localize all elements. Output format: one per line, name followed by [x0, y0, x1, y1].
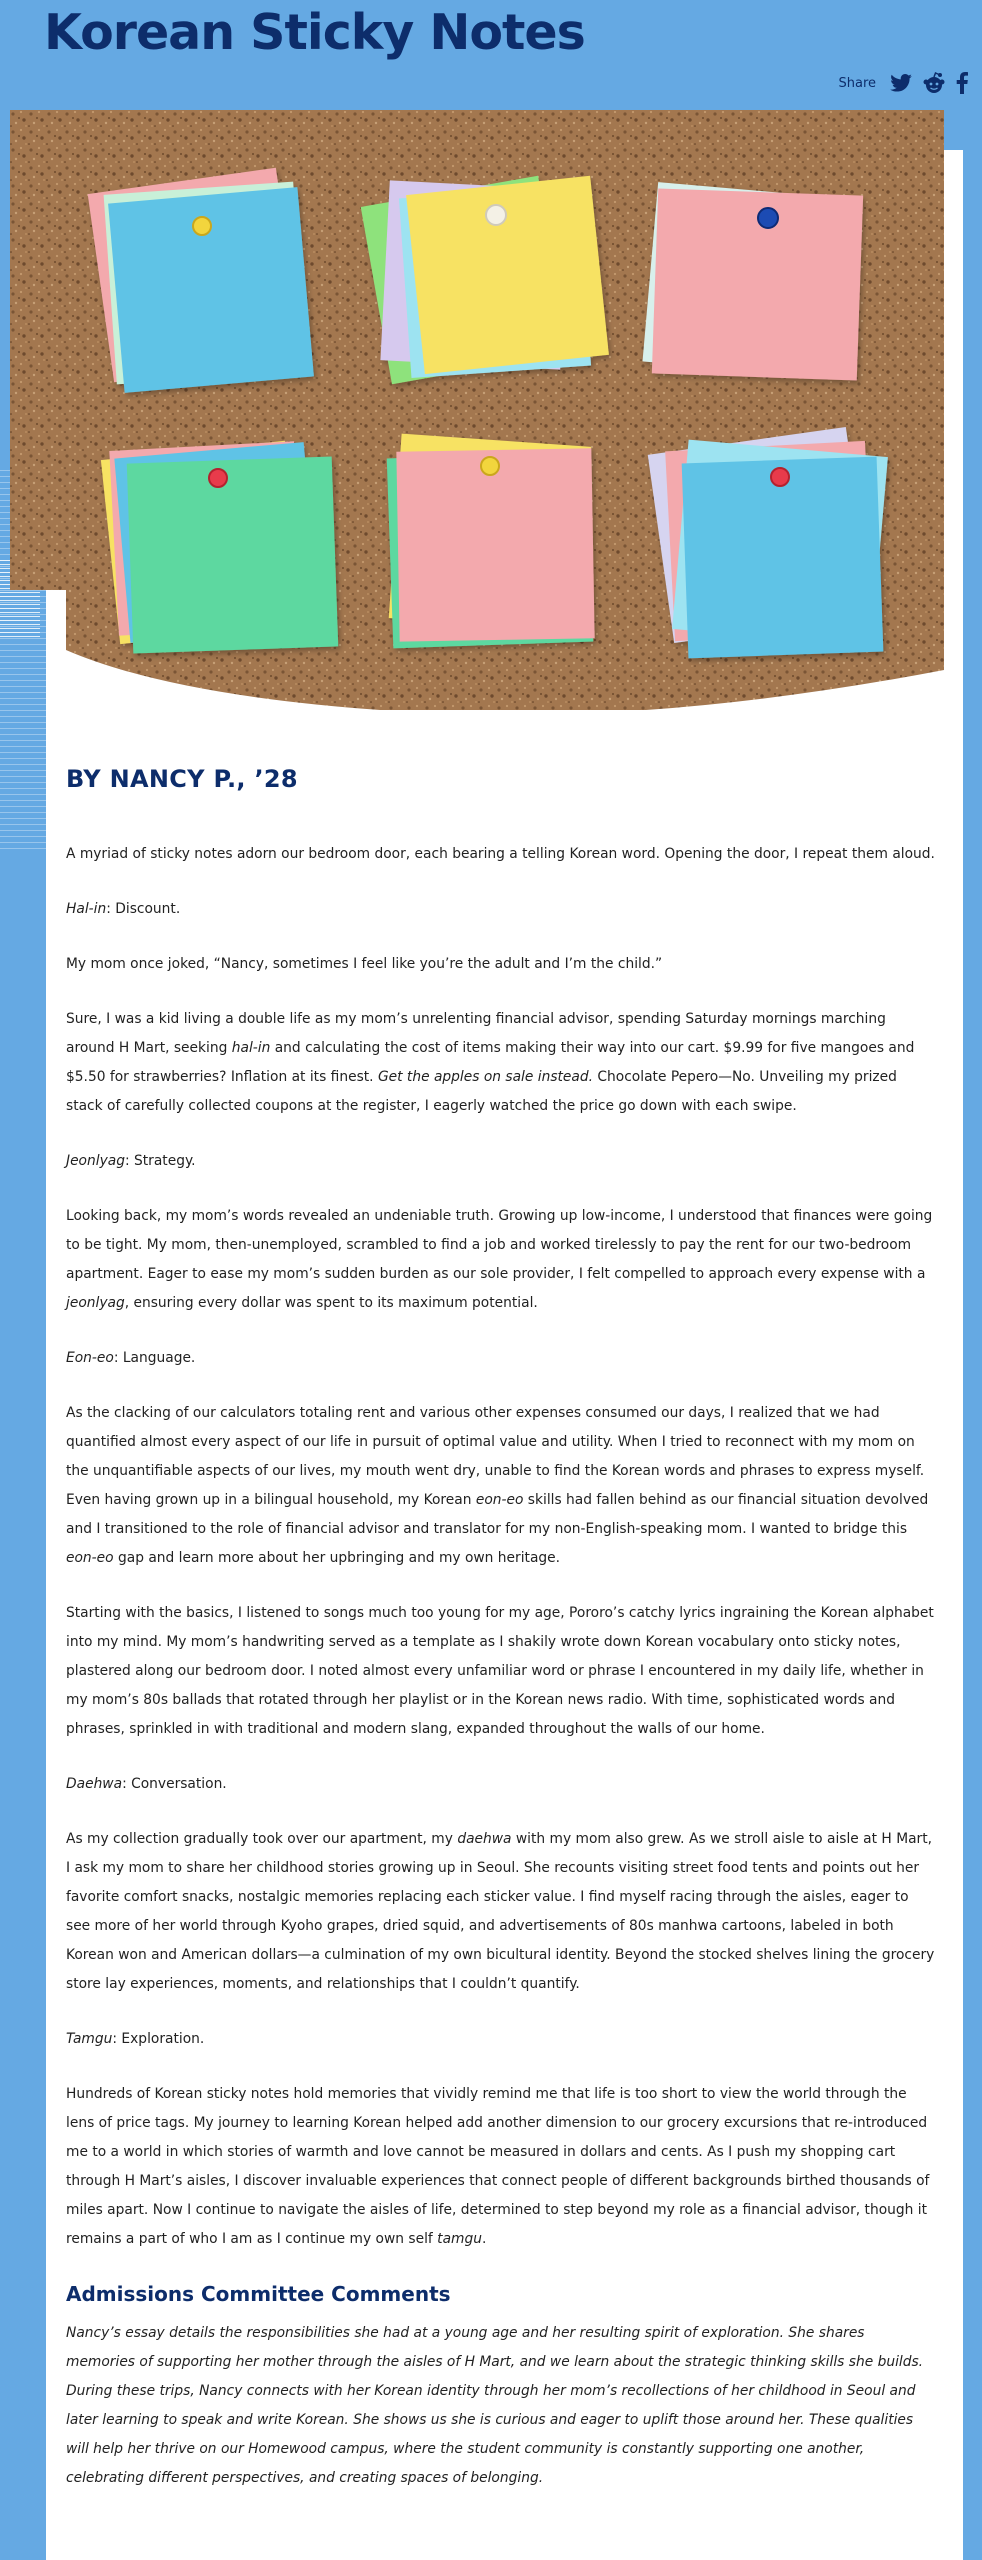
- paragraph-3: [66, 1005, 936, 1121]
- text-run: Hundreds of Korean sticky notes hold memories that vividly remind me that life is too short to view the world through the lens of price tags. My journey to learning Korean helped add another dimension to our grocery excursions that re-introduced me to a world in which stories of warmth and love cannot be measured in dollars and cents. As I push my shopping cart through H Mart’s aisles, I discover invaluable experiences that connect people of different backgrounds birthed thousands of miles apart. Now I continue to navigate the aisles of life, determined to step beyond my role as a financial advisor, though it remains a part of who I am as I continue my own self: [66, 2086, 930, 2247]
- vocab-eon-eo: [66, 1344, 936, 1373]
- text-run-italic: jeonlyag: [66, 1295, 125, 1311]
- sticky-note-group-6: [648, 427, 888, 658]
- byline: BY NANCY P., ’28: [66, 765, 298, 793]
- comments-heading: Admissions Committee Comments: [66, 2282, 451, 2306]
- vocab-daehwa: [66, 1770, 936, 1799]
- essay-body: [66, 840, 936, 2493]
- paragraph-8: [66, 2080, 936, 2254]
- text-run: As the clacking of our calculators totaling rent and various other expenses consumed our days, I realized that we had quantified almost every aspect of our life in pursuit of optimal value and utility. When I tried to reconnect with my mom on the unquantifiable aspects of our lives, my mouth went dry, unable to find the Korean words and phrases to express myself. Even having grown up in a bilingual household, my Korean: [66, 1405, 925, 1508]
- text-run: , ensuring every dollar was spent to its maximum potential.: [124, 1295, 538, 1311]
- reddit-icon: [922, 72, 946, 94]
- text-run-italic: tamgu: [437, 2231, 482, 2247]
- paragraph-2: My mom once joked, “Nancy, sometimes I feel like you’re the adult and I’m the child.”: [66, 956, 663, 972]
- site-title: Korean Sticky Notes: [44, 4, 585, 61]
- vocab-hal-in: [66, 895, 936, 924]
- vocab-term: Daehwa: [66, 1776, 123, 1792]
- paragraph-6: Starting with the basics, I listened to songs much too young for my age, Pororo’s catchy lyrics ingraining the Korean alphabet into my mind. My mom’s handwriting served as a template as I shakily wrote down Korean vocabulary onto sticky notes, plastered along our bedroom door. I noted almost every unfamiliar word or phrase I encountered in my daily life, whether in my mom’s 80s ballads that rotated through her playlist or in the Korean news radio. With time, sophisticated words and phrases, sprinkled in with traditional and modern slang, expanded throughout the walls of our home.: [66, 1605, 934, 1737]
- text-run: Chocolate Pepero—No. Unveiling my prized stack of carefully collected coupons at the register, I eagerly watched the price go down with each swipe.: [66, 1069, 897, 1114]
- text-run-italic: hal-in: [231, 1040, 271, 1056]
- paragraph-7: [66, 1825, 936, 1999]
- text-run: Sure, I was a kid living a double life as my mom’s unrelenting financial advisor, spending Saturday mornings marching around H Mart, seeking: [66, 1011, 886, 1056]
- vocab-meaning: : Strategy.: [124, 1153, 196, 1169]
- share-bar: [838, 72, 968, 94]
- text-run: with my mom also grew. As we stroll aisle to aisle at H Mart, I ask my mom to share her childhood stories growing up in Seoul. She recounts visiting street food tents and points out her favorite comfort snacks, nostalgic memories replacing each sticker value. I find myself racing through the aisles, eager to see more of her world through Kyoho grapes, dried squid, and advertisements of 80s manhwa cartoons, labeled in both Korean won and American dollars—a culmination of my own bicultural identity. Beyond the stocked shelves lining the grocery store lay experiences, moments, and relationships that I couldn’t quantify.: [66, 1831, 935, 1992]
- sticky-note-group-5: [387, 434, 595, 649]
- text-run-italic: eon-eo: [66, 1550, 114, 1566]
- vocab-meaning: : Language.: [113, 1350, 196, 1366]
- vocab-meaning: : Conversation.: [122, 1776, 227, 1792]
- sticky-note-group-1: [88, 168, 314, 393]
- vocab-term: Eon-eo: [66, 1350, 114, 1366]
- sticky-note-group-2: [361, 176, 609, 385]
- text-run: Looking back, my mom’s words revealed an undeniable truth. Growing up low-income, I understood that finances were going to be tight. My mom, then-unemployed, scrambled to find a job and worked tirelessly to pay the rent for our two-bedroom apartment. Eager to ease my mom’s sudden burden as our sole provider, I felt compelled to approach every expense with a: [66, 1208, 933, 1282]
- twitter-share-link[interactable]: [890, 74, 912, 92]
- vocab-term: Tamgu: [66, 2031, 113, 2047]
- comments-text: Nancy’s essay details the responsibilities she had at a young age and her resulting spirit of exploration. She shares memories of supporting her mother through the aisles of H Mart, and we learn about the strategic thinking skills she builds. During these trips, Nancy connects with her Korean identity through her mom’s recollections of her childhood in Seoul and later learning to speak and write Korean. She shows us she is curious and eager to uplift those around her. These qualities will help her thrive on our Homewood campus, where the student community is constantly supporting one another, celebrating different perspectives, and creating spaces of belonging.: [66, 2325, 924, 2486]
- vocab-meaning: : Discount.: [106, 901, 181, 917]
- text-run-italic: daehwa: [457, 1831, 512, 1847]
- text-run: .: [481, 2231, 487, 2247]
- text-run-italic: Get the apples on sale instead.: [377, 1069, 594, 1085]
- paragraph-1: A myriad of sticky notes adorn our bedroom door, each bearing a telling Korean word. Opening the door, I repeat them aloud.: [66, 846, 935, 862]
- facebook-share-link[interactable]: [956, 72, 968, 94]
- hero-image: [10, 110, 944, 710]
- twitter-icon: [890, 74, 912, 92]
- text-run: As my collection gradually took over our apartment, my: [66, 1831, 458, 1847]
- reddit-share-link[interactable]: [922, 72, 946, 94]
- sticky-note-group-4: [101, 441, 338, 654]
- share-label: Share: [838, 75, 876, 91]
- text-run-italic: eon-eo: [475, 1492, 524, 1508]
- paragraph-5: [66, 1399, 936, 1573]
- vocab-term: Jeonlyag: [66, 1153, 125, 1169]
- admissions-comments: [66, 2280, 936, 2493]
- facebook-icon: [956, 72, 968, 94]
- vocab-jeonlyag: [66, 1147, 936, 1176]
- sticky-note-group-3: [643, 182, 864, 380]
- vocab-term: Hal-in: [66, 901, 107, 917]
- text-run: gap and learn more about her upbringing and my own heritage.: [113, 1550, 561, 1566]
- vocab-meaning: : Exploration.: [112, 2031, 205, 2047]
- vocab-tamgu: [66, 2025, 936, 2054]
- paragraph-4: [66, 1202, 936, 1318]
- text-run: and calculating the cost of items making their way into our cart. $9.99 for five mangoes and $5.50 for strawberries? Inflation at its finest.: [66, 1040, 915, 1085]
- text-run: skills had fallen behind as our financial situation devolved and I transitioned to the role of financial advisor and translator for my non-English-speaking mom. I wanted to bridge this: [66, 1492, 929, 1537]
